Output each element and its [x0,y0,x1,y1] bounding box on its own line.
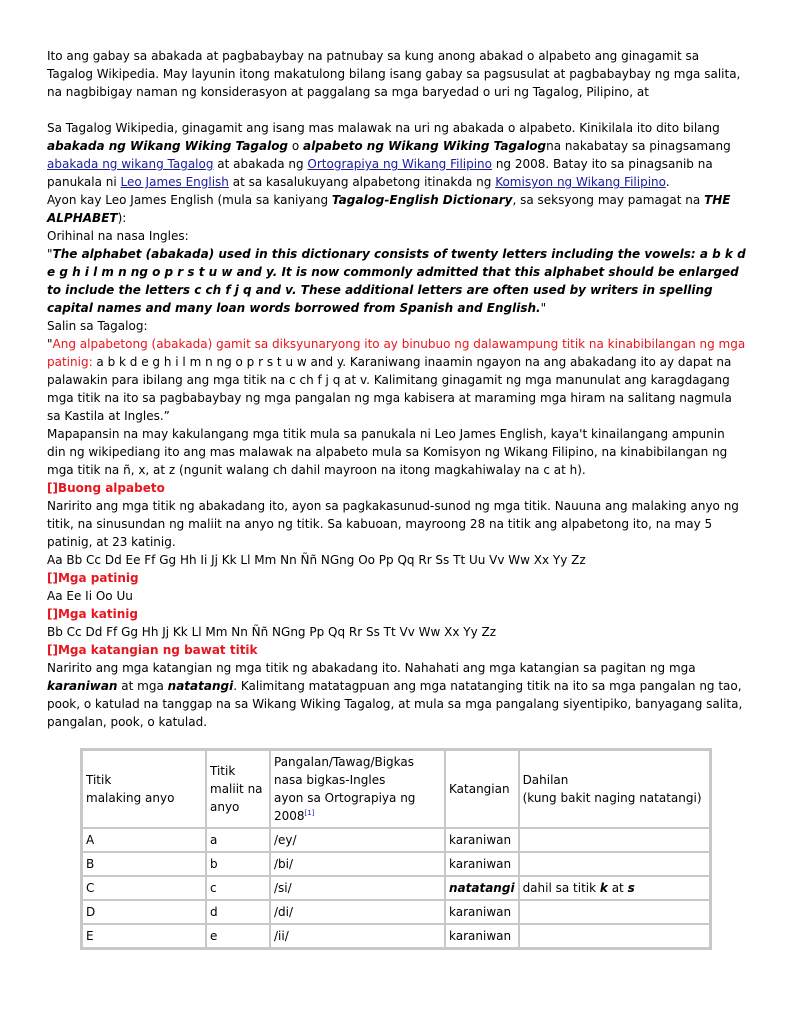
cell-name: /bi/ [270,852,445,876]
english-quote [47,245,747,317]
term: natatangi [167,679,234,693]
cell-kind: karaniwan [445,924,519,948]
cell-upper: A [82,828,206,852]
cell-kind: karaniwan [445,828,519,852]
buong-alpabeto-description: Naririto ang mga titik ng abakadang ito, ayon sa pagkakasunud-sunod ng mga titik. Nauuna ang malaking anyo ng titik, na sinusundan ng maliit na anyo ng titik. Sa kabuoan, mayroong 28 na titik ang alpabetong ito, na may 5 patinig, at 23 katinig. [47,499,739,549]
quote-text: The alphabet (abakada) used in this dictionary consists of twenty letters including the vowels: a b k d e g h i l m n ng o p r s t u w and y. It is now commonly admitted that this alphabet should be enlarged to include the letters c ch f j q and v. These additional letters are often used by writers in spelling capital names and many loan words borrowed from Spanish and English. [47,247,746,315]
header-titik-maliit-na-anyo: Titik maliit na anyo [206,750,270,828]
cell-kind: karaniwan [445,852,519,876]
cell-name: /ey/ [270,828,445,852]
link-abakada-tagalog[interactable]: abakada ng wikang Tagalog [47,157,214,171]
quote-mark: " [47,337,53,351]
table-row [82,876,710,900]
header-pangalan: Pangalan/Tawag/Bigkas nasa bigkas-Ingles ayon sa Ortograpiya ng 2008[1] [270,750,445,828]
wikipedia-alphabet-paragraph [47,119,747,191]
paragraph-gap [47,101,747,119]
quote-text: a b k d e g h i l m n ng o p r s t u w and y. Karaniwang inaamin ngayon na ang abakadang ito ay dapat na palawakin para ibilang ang mga titik na c ch f j q at v. Kalimitang ginagamit ng mga manunulat ang karagdagang mga titik na ito sa pagbabaybay ng mga pangalan ng mga kabisera at maraming mga hiram na salitang nagmula sa Kastila at Ingles.” [47,355,732,423]
book-title: Tagalog-English Dictionary [331,193,513,207]
cell-name: /ii/ [270,924,445,948]
table-row [82,828,710,852]
text: na nakabatay sa pinagsamang [546,139,731,153]
text: at mga [117,679,168,693]
cell-lower: b [206,852,270,876]
link-ortograpiya[interactable]: Ortograpiya ng Wikang Filipino [307,157,493,171]
cell-lower: e [206,924,270,948]
quote-highlight: Ang alpabetong (abakada) gamit sa diksyunaryong ito ay binubuo ng dalawampung titik na kinabibilangan ng mga patinig: [47,337,746,369]
cell-name: /si/ [270,876,445,900]
intro-paragraph: Ito ang gabay sa abakada at pagbabaybay na patnubay sa kung anong abakad o alpabeto ang ginagamit sa Tagalog Wikipedia. May layunin itong makatulong bilang isang gabay sa pagsusulat at pagbabaybay ng mga salita, na nagbibigay naman ng konsiderasyon at paggalang sa mga baryedad o uri ng Tagalog, Pilipino, at [47,49,741,99]
document-body [47,47,747,731]
buong-alpabeto-letters: Aa Bb Cc Dd Ee Ff Gg Hh Ii Jj Kk Ll Mm Nn Ññ NGng Oo Pp Qq Rr Ss Tt Uu Vv Ww Xx Yy Zz [47,553,586,567]
header-dahilan: Dahilan (kung bakit naging natatangi) [519,750,710,828]
tagalog-quote [47,335,747,425]
text: . Kalimitang matatagpuan ang mga natatanging titik na ito sa mga pangalan ng tao, pook, o katulad na tanggap na sa Wikang Wiking Tagalog, at mula sa mga pangalang siyentipiko, banyagang salita, pangalan, pook, o katulad. [47,679,743,729]
quote-mark: " [47,247,53,261]
letters-table [80,748,712,950]
cell-upper: C [82,876,206,900]
text: . [665,175,670,189]
cell-upper: D [82,900,206,924]
mapapansin-paragraph: Mapapansin na may kakulangang mga titik mula sa panukala ni Leo James English, kaya't kinailangang ampunin din ng wikipediang ito ang mas malawak na alpabeto mula sa Komisyon ng Wikang Filipino, na kinabibilangan ng mga titik na ñ, x, at z (ngunit walang ch dahil mayroon na itong magkahiwalay na c at h). [47,427,728,477]
cell-lower: c [206,876,270,900]
cell-reason [519,852,710,876]
salin-label: Salin sa Tagalog: [47,319,148,333]
table-header-row [82,750,710,828]
header-katangian: Katangian [445,750,519,828]
section-heading-katangian[interactable]: []Mga katangian ng bawat titik [47,643,258,657]
cell-upper: E [82,924,206,948]
cell-kind: natatangi [445,876,519,900]
alphabet-name: abakada ng Wikang Wiking Tagalog [47,139,289,153]
cell-lower: a [206,828,270,852]
text: ng 2008. Batay ito sa pinagsanib na panukala ni [47,157,713,189]
ayon-paragraph [47,191,747,227]
patinig-letters: Aa Ee Ii Oo Uu [47,589,133,603]
header-titik-malaking-anyo: Titik malaking anyo [82,750,206,828]
cell-lower: d [206,900,270,924]
text: , sa seksyong may pamagat na [512,193,705,207]
text: at abakada ng [213,157,308,171]
link-leo-james-english[interactable]: Leo James English [120,175,229,189]
katangian-description [47,659,747,731]
table-row [82,852,710,876]
term: karaniwan [47,679,118,693]
link-komisyon[interactable]: Komisyon ng Wikang Filipino [495,175,666,189]
cell-name: /di/ [270,900,445,924]
section-heading-patinig[interactable]: []Mga patinig [47,571,139,585]
alphabet-name: alpabeto ng Wikang Wiking Tagalog [303,139,547,153]
cell-reason [519,900,710,924]
text: o [288,139,304,153]
text: Ayon kay Leo James English (mula sa kaniyang [47,193,332,207]
table-row [82,924,710,948]
section-heading-buong-alpabeto[interactable]: []Buong alpabeto [47,481,165,495]
cell-upper: B [82,852,206,876]
reference-link[interactable]: [1] [304,809,315,817]
section-title: THE ALPHABET [47,193,731,225]
cell-reason [519,828,710,852]
text: at sa kasalukuyang alpabetong itinakda ng [228,175,496,189]
katinig-letters: Bb Cc Dd Ff Gg Hh Jj Kk Ll Mm Nn Ññ NGng Pp Qq Rr Ss Tt Vv Ww Xx Yy Zz [47,625,497,639]
text: Naririto ang mga katangian ng mga titik ng abakadang ito. Nahahati ang mga katangian sa pagitan ng mga [47,661,696,675]
table-row [82,900,710,924]
cell-reason: dahil sa titik k at s [519,876,710,900]
cell-kind: karaniwan [445,900,519,924]
text: Sa Tagalog Wikipedia, ginagamit ang isang mas malawak na uri ng abakada o alpabeto. Kinikilala ito dito bilang [47,121,720,135]
cell-reason [519,924,710,948]
section-heading-katinig[interactable]: []Mga katinig [47,607,138,621]
text: ): [117,211,127,225]
orihinal-label: Orihinal na nasa Ingles: [47,229,189,243]
quote-mark: " [540,301,547,315]
